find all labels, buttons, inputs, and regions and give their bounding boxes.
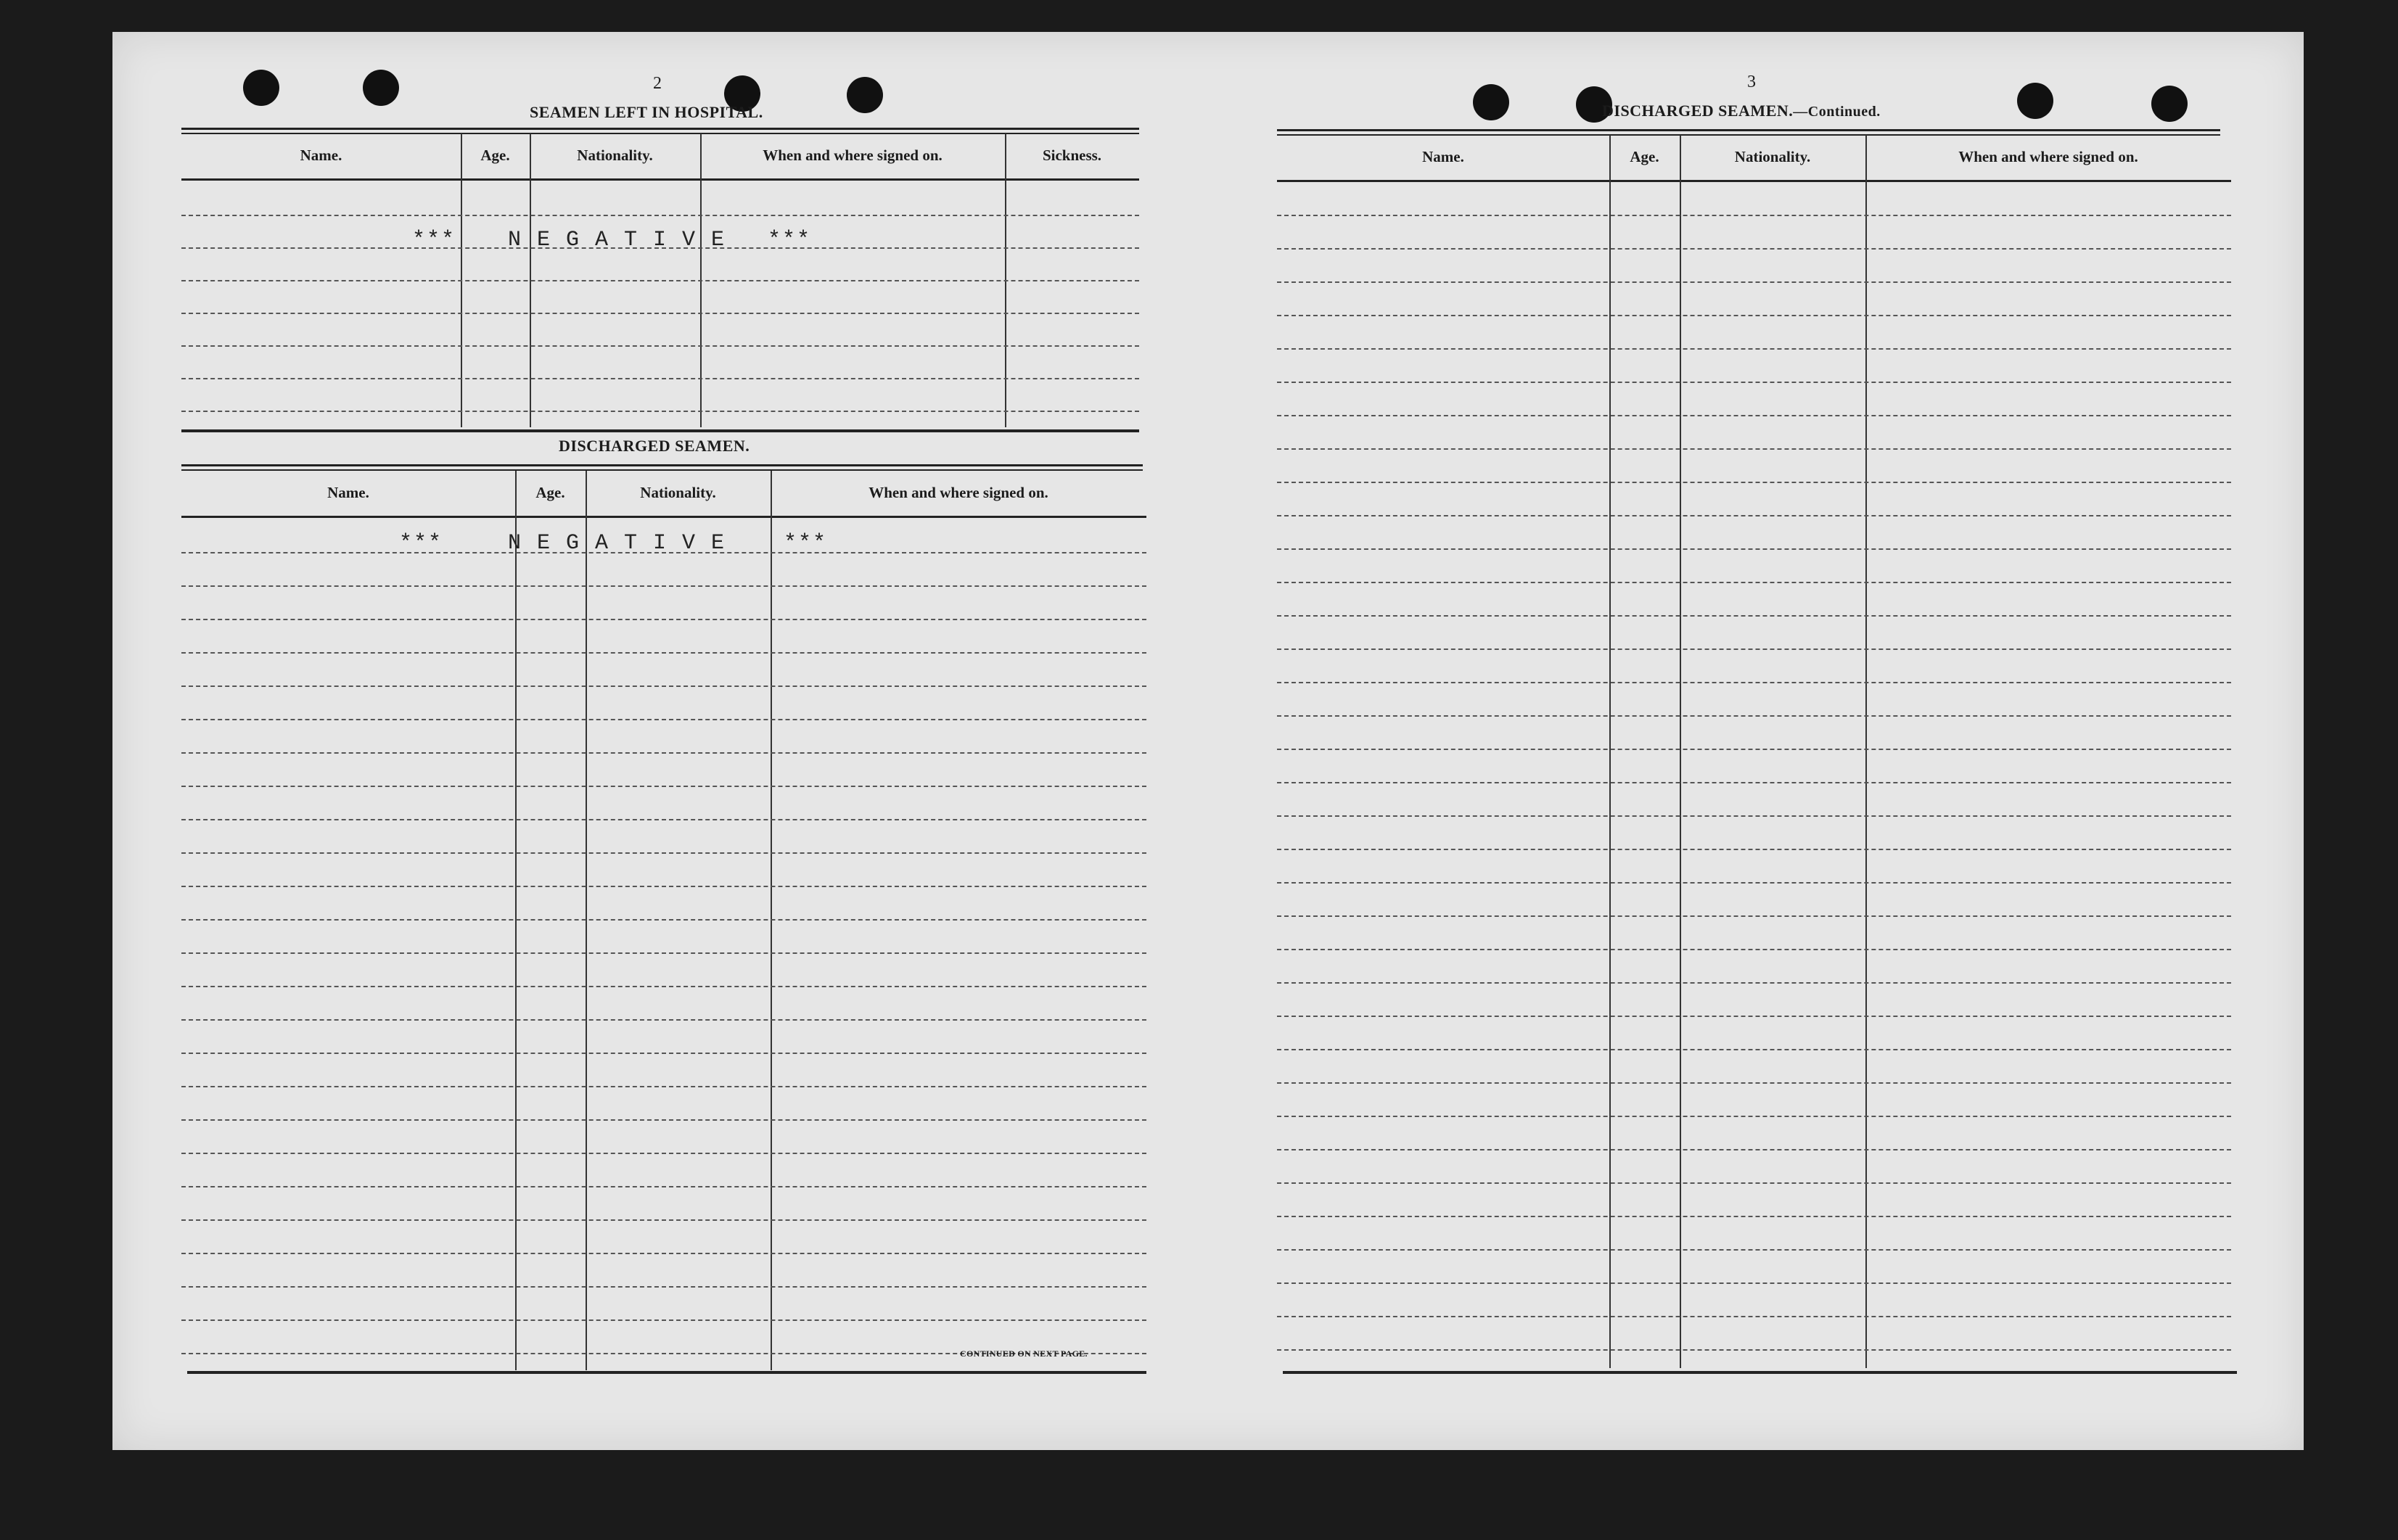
col-header-sickness: Sickness. [1042,146,1102,164]
table-row [1277,849,2231,850]
table-row [181,215,1139,216]
table-row [181,1019,1146,1021]
page-title-main: DISCHARGED SEAMEN. [1602,102,1794,120]
table-row [1277,782,2231,783]
column-divider [515,471,517,1370]
table-row [181,919,1146,921]
punch-hole [1473,84,1509,120]
punch-hole [847,77,883,113]
page-title [1602,102,1881,120]
table-row [181,752,1146,754]
table-row [1277,382,2231,383]
paper-sheet [112,32,2304,1450]
table-row [1277,1316,2231,1317]
col-header-name: Name. [327,483,369,501]
discharged-section-title: DISCHARGED SEAMEN. [559,437,750,455]
table-row [1277,348,2231,350]
table-row [1277,615,2231,617]
header-rule [181,178,1139,181]
table-row [181,378,1139,379]
right-page [1277,32,2242,1450]
table-row [181,719,1146,720]
punch-hole [2017,83,2053,119]
section-rule [181,464,1143,466]
table-row [1277,1249,2231,1251]
table-row [1277,1182,2231,1184]
table-row [1277,1116,2231,1117]
top-rule [181,128,1139,130]
table-row [181,886,1146,887]
table-row [181,345,1139,347]
stamp-stars-left: *** [399,531,443,556]
table-row [1277,1016,2231,1017]
col-header-signed-on: When and where signed on. [763,146,943,164]
page-number: 2 [653,74,662,93]
table-row [1277,281,2231,283]
table-row [1277,949,2231,950]
col-header-nationality: Nationality. [577,146,653,164]
table-row [1277,982,2231,984]
table-row [1277,682,2231,683]
stamp-negative: N E G A T I V E [508,228,726,252]
table-row [1277,1082,2231,1084]
table-row [1277,715,2231,717]
table-row [181,1253,1146,1254]
table-row [181,1186,1146,1187]
column-divider [586,471,587,1370]
table-row [181,313,1139,314]
table-row [181,619,1146,620]
table-row [181,585,1146,587]
table-row [1277,482,2231,483]
table-row [181,819,1146,820]
left-page [181,32,1146,1450]
table-row [181,952,1146,954]
col-header-nationality: Nationality. [640,483,716,501]
stamp-negative: N E G A T I V E [508,531,726,556]
col-header-nationality: Nationality. [1734,147,1811,165]
top-rule [1277,129,2220,131]
table-row [181,1153,1146,1154]
continued-note: CONTINUED ON NEXT PAGE. [960,1348,1088,1359]
table-row [181,852,1146,854]
table-row [1277,648,2231,650]
table-row [181,1086,1146,1087]
stamp-stars-right: *** [784,531,828,556]
col-header-age: Age. [535,483,565,501]
table-row [1277,1282,2231,1284]
punch-hole [2151,86,2188,122]
table-row [1277,515,2231,516]
col-header-signed-on: When and where signed on. [1958,147,2138,165]
table-row [181,685,1146,687]
bottom-rule [187,1371,1146,1374]
column-divider [771,471,772,1370]
table-row [1277,315,2231,316]
discharged-table [181,471,1146,1374]
table-row [181,411,1139,412]
table-row [1277,1349,2231,1351]
table-row [181,652,1146,654]
hospital-section-title: SEAMEN LEFT IN HOSPITAL. [530,103,763,121]
col-header-age: Age. [480,146,510,164]
table-row [181,1119,1146,1121]
table-row [1277,215,2231,216]
table-row [181,1219,1146,1221]
col-header-name: Name. [1422,147,1464,165]
col-header-signed-on: When and where signed on. [869,483,1048,501]
table-row [181,1319,1146,1321]
col-header-age: Age. [1630,147,1659,165]
table-row [1277,1216,2231,1217]
table-row [181,1053,1146,1054]
header-rule [181,516,1146,518]
stamp-stars-right: *** [768,228,812,252]
col-header-name: Name. [300,146,342,164]
punch-hole [363,70,399,106]
section-rule [181,429,1139,432]
table-row [1277,1049,2231,1050]
table-row [1277,915,2231,917]
page-number: 3 [1747,73,1756,91]
table-row [181,786,1146,787]
table-row [1277,882,2231,884]
table-row [1277,815,2231,817]
table-row [1277,248,2231,250]
table-row [181,1286,1146,1288]
page-title-continued: —Continued. [1793,104,1881,120]
table-row [1277,1149,2231,1150]
bottom-rule [1283,1371,2237,1374]
table-row [1277,448,2231,450]
punch-hole [243,70,279,106]
discharged-continued-table [1277,135,2231,1372]
table-row [181,280,1139,281]
stamp-stars-left: *** [412,228,456,252]
table-row [1277,749,2231,750]
table-row [1277,415,2231,416]
table-row [1277,548,2231,550]
table-row [181,986,1146,987]
table-row [1277,582,2231,583]
header-rule [1277,180,2231,182]
hospital-table [181,133,1139,431]
